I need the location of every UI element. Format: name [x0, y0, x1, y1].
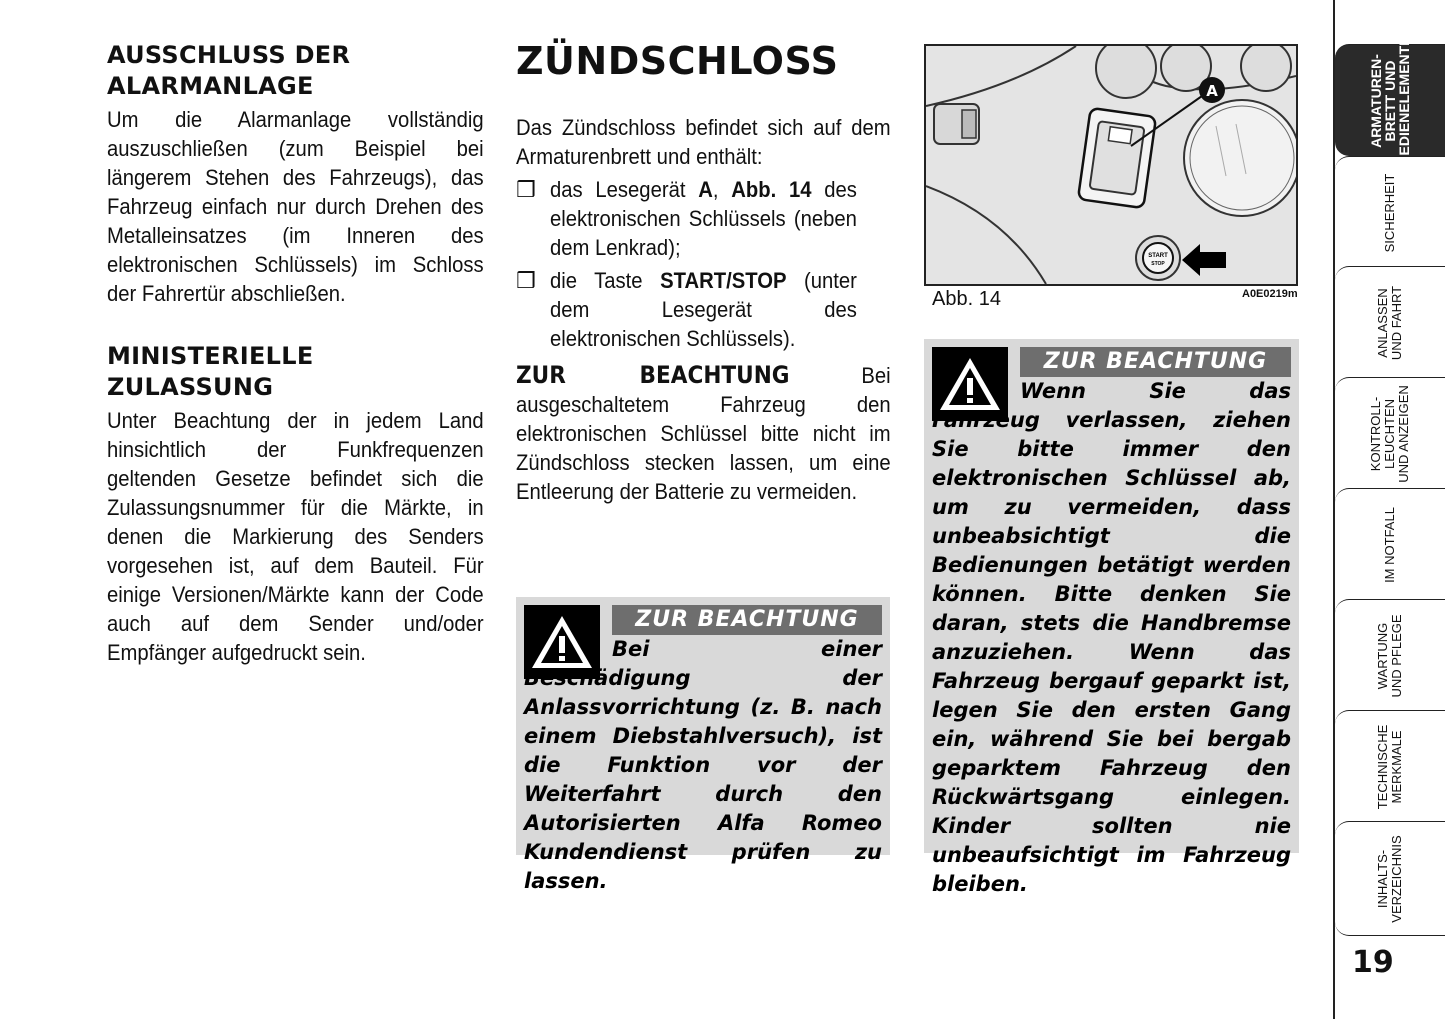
warning-text: Bei einer Beschädigung der Anlassvorrichtung (z. B. nach einem Diebstahlversuch), ist die Funktion vor der Weiterfahrt durch den Autorisierten Alfa Romeo Kundendienst prüfen zu lassen.	[524, 637, 882, 893]
section-heading-approval: MINISTERIELLE ZULASSUNG	[107, 342, 314, 401]
note-lead: ZUR BEACHTUNG	[516, 361, 790, 389]
bullet-item-reader: ❒ das Lesegerät A, Abb. 14 des elektronischen Schlüssels (neben dem Lenkrad);	[516, 177, 857, 260]
ignition-intro: Das Zündschloss befindet sich auf dem Armaturenbrett und enthält:	[516, 115, 891, 169]
tab-wartung[interactable]: WARTUNG UND PFLEGE	[1335, 599, 1445, 711]
warning-box-leaving-car	[924, 339, 1299, 896]
start-button-label: START	[1148, 253, 1168, 259]
tab-notfall[interactable]: IM NOTFALL	[1335, 488, 1445, 600]
tab-kontrollleuchten[interactable]: KONTROLL- LEUCHTEN UND ANZEIGEN	[1335, 377, 1445, 489]
tab-sicherheit[interactable]: SICHERHEIT	[1335, 156, 1445, 268]
bullet-box-icon: ❒	[516, 177, 536, 202]
tab-anlassen[interactable]: ANLASSEN UND FAHRT	[1335, 266, 1445, 378]
page-number: 19	[1352, 945, 1394, 980]
tab-technische-merkmale[interactable]: TECHNISCHE MERKMALE	[1335, 710, 1445, 822]
warning-title: ZUR BEACHTUNG	[612, 605, 882, 635]
label-a: A	[1206, 82, 1218, 100]
figure-caption: Abb. 14	[932, 288, 1001, 310]
middle-column	[516, 40, 891, 506]
tab-armaturenbrett[interactable]: ARMATUREN- BRETT UND BEDIENELEMENTE	[1335, 44, 1445, 156]
left-column	[107, 40, 484, 667]
tab-inhaltsverzeichnis[interactable]: INHALTS- VERZEICHNIS	[1335, 821, 1445, 936]
bullet-box-icon: ❒	[516, 268, 536, 293]
figure-code: A0E0219m	[1242, 288, 1298, 300]
ref-label-a: A	[698, 177, 713, 202]
warning-title: ZUR BEACHTUNG	[1020, 347, 1291, 377]
page-title: ZÜNDSCHLOSS	[516, 39, 839, 83]
approval-paragraph: Unter Beachtung der in jedem Land hinsichtlich der Funkfrequenzen geltenden Gesetze befindet sich die Zulassungsnummer für die Märkte, in denen die Markierung des Senders vorgesehen ist, auf dem Bauteil. Für einige Versionen/Märkte kann der Code auch auf dem Sender und/oder Empfänger aufgedruckt sein.	[107, 408, 484, 665]
battery-note: ZUR BEACHTUNG Bei ausgeschaltetem Fahrzeug den elektronischen Schlüssel bitte nicht im Zündschloss stecken lassen, um eine Entleerung der Batterie zu vermeiden.	[516, 361, 891, 504]
warning-box-starter	[516, 597, 890, 893]
section-heading-alarm: AUSSCHLUSS DER ALARMANLAGE	[107, 41, 351, 100]
bullet-item-start-stop: ❒ die Taste START/STOP (unter dem Lesegerät des elektronischen Schlüssels).	[516, 268, 857, 351]
ignition-figure	[924, 44, 1298, 286]
start-stop-key-label: START/STOP	[660, 268, 787, 293]
ref-figure: Abb. 14	[731, 177, 812, 202]
alarm-paragraph: Um die Alarmanlage vollständig auszuschließen (zum Beispiel bei längerem Stehen des Fahrzeugs), das Fahrzeug einfach nur durch Drehen des Metalleinsatzes (im Inneren des elektronischen Schlüssels) im Schloss der Fahrertür abschließen.	[107, 107, 484, 306]
warning-text: Wenn Sie das Fahrzeug verlassen, ziehen Sie bitte immer den elektronischen Schlüssel ab, um zu vermeiden, dass unbeabsichtigt die Bedienungen betätigt werden können. Bitte denken Sie daran, stets die Handbremse anzuziehen. Wenn das Fahrzeug bergauf geparkt ist, legen Sie den ersten Gang ein, während Sie bei bergab geparktem Fahrzeug den Rückwärtsgang einlegen. Kinder sollten nie unbeaufsichtigt im Fahrzeug bleiben.	[932, 379, 1291, 896]
stop-button-label: STOP	[1151, 261, 1165, 267]
dashboard-illustration	[926, 46, 1296, 284]
